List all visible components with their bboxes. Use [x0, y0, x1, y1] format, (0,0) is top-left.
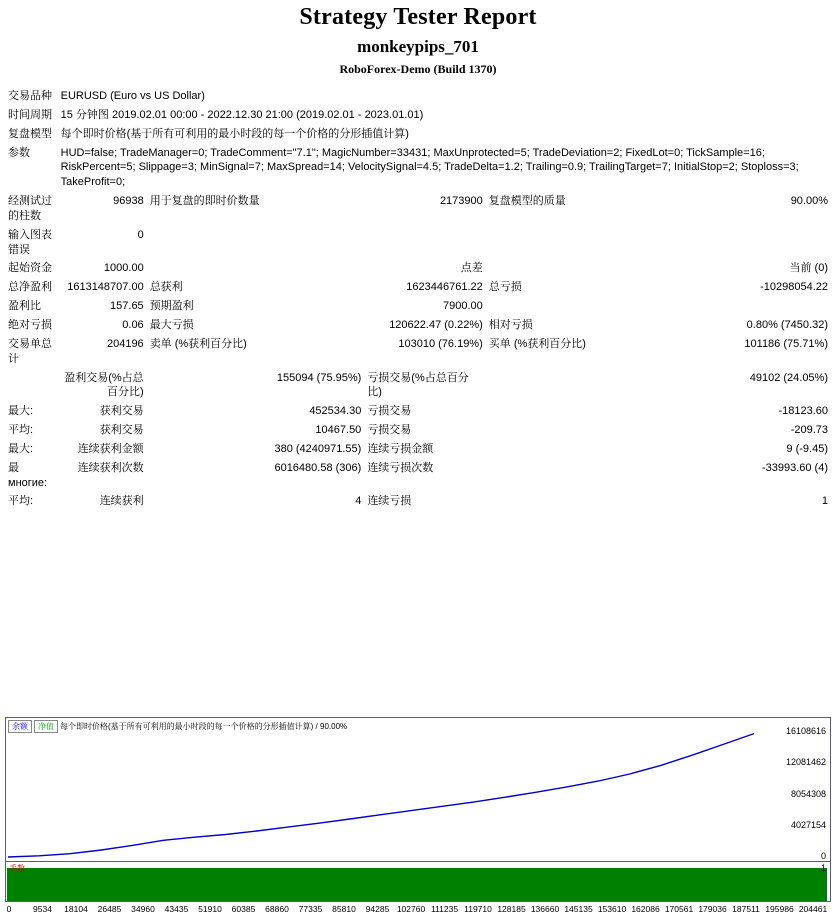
netprofit-label: 总净盈利	[8, 281, 52, 294]
avgcons-win-label: 连续获利	[99, 495, 144, 508]
balance-curve	[6, 718, 830, 861]
legend-balance: 余额	[8, 720, 32, 733]
x-tick-label: 179036	[698, 904, 727, 914]
errors-extra2-value	[633, 226, 831, 260]
chart-y-axis-labels	[758, 718, 828, 861]
maxcons-win-label: 连续获利金额	[77, 442, 144, 455]
errors-extra-value	[364, 226, 485, 260]
total-trades-value: 204196	[106, 337, 144, 350]
loss-trades-value: 49102 (24.05%)	[749, 371, 828, 384]
expert-name: monkeypips_701	[357, 37, 479, 56]
report-table	[5, 87, 831, 511]
symbol-label: 交易品种	[8, 90, 52, 102]
x-tick-label: 34960	[131, 904, 155, 914]
table-row-max-consecutive-count	[5, 459, 831, 493]
x-tick-label: 85810	[332, 904, 356, 914]
average-loss-label: 亏损交易	[367, 424, 412, 437]
profit-trades-label: 盈利交易(%占总百分比)	[64, 371, 144, 399]
maxcons-win-value: 380 (4240971.55)	[274, 442, 362, 455]
x-tick-label: 204461	[798, 904, 828, 914]
y-tick-label: 8054308	[790, 788, 826, 799]
x-tick-label: 145135	[564, 904, 593, 914]
expected-label: 预期盈利	[149, 300, 194, 313]
reldrawdown-label: 相对亏损	[488, 318, 533, 331]
deposit-value: 1000.00	[103, 262, 144, 275]
largest-profit-label: 获利交易	[99, 405, 144, 418]
deposit-label: 起始资金	[8, 262, 52, 275]
maxdrawdown-value: 120622.47 (0.22%)	[389, 318, 483, 331]
expected-value: 7900.00	[443, 300, 483, 313]
x-tick-label: 136660	[530, 904, 560, 914]
profitfactor-value: 157.65	[110, 300, 144, 313]
table-row-average	[5, 421, 831, 440]
broker-build: RoboForex-Demo (Build 1370)	[339, 62, 497, 76]
table-row-drawdown	[5, 316, 831, 335]
x-tick-label: 0	[6, 904, 12, 914]
x-tick-label: 51910	[198, 904, 222, 914]
x-tick-label: 68860	[265, 904, 289, 914]
x-tick-label: 195986	[765, 904, 794, 914]
avgcons-win-value: 4	[355, 495, 362, 508]
x-tick-label: 77335	[298, 904, 323, 914]
sell-trades-value: 103010 (76.19%)	[398, 337, 483, 350]
errors-label: 输入图表错误	[8, 228, 52, 256]
maxcount-loss-value: -33993.60 (4)	[761, 461, 828, 474]
table-row-profitfactor	[5, 297, 831, 316]
maxcons-loss-label: 连续亏损金额	[367, 442, 434, 455]
profitfactor-label: 盈利比	[8, 300, 41, 313]
largest-profit-value: 452534.30	[309, 405, 362, 418]
avgcons-loss-label: 连续亏损	[367, 495, 412, 508]
largest-loss-label: 亏损交易	[367, 405, 412, 418]
errors-extra-label	[147, 226, 365, 260]
lots-chart	[5, 862, 831, 902]
x-tick-label: 153610	[597, 904, 627, 914]
symbol-value: EURUSD (Euro vs US Dollar)	[60, 90, 205, 102]
grossloss-value: -10298054.22	[760, 281, 828, 294]
ticks-value: 2173900	[439, 195, 483, 208]
spread-extra-label	[486, 259, 633, 278]
table-row-profit-trades	[5, 369, 831, 403]
maxdrawdown-label: 最大亏损	[149, 318, 194, 331]
maxcount-loss-label: 连续亏损次数	[367, 461, 434, 474]
spread-label: 点差	[460, 262, 483, 275]
table-row-largest	[5, 402, 831, 421]
bars-value: 96938	[113, 195, 144, 208]
quality-label: 复盘模型的质量	[488, 195, 566, 208]
x-tick-label: 187511	[732, 904, 760, 914]
x-tick-label: 9534	[33, 904, 52, 914]
sell-trades-label: 卖单 (%获利百分比)	[149, 337, 247, 350]
x-tick-label: 26485	[97, 904, 122, 914]
table-row-netprofit	[5, 278, 831, 297]
spread-value: 当前 (0)	[789, 262, 828, 275]
ticks-label: 用于复盘的即时价数量	[149, 195, 260, 208]
x-tick-label: 162086	[631, 904, 660, 914]
table-row-max-consecutive-amount	[5, 440, 831, 459]
table-row-symbol	[5, 87, 831, 106]
grossprofit-value: 1623446761.22	[406, 281, 483, 294]
legend-model-desc: 每个即时价格(基于所有可利用的最小时段的每一个价格的分形插值计算) / 90.00%	[60, 722, 348, 731]
x-tick-label: 111235	[430, 904, 459, 914]
y-tick-label: 0	[820, 851, 826, 861]
y-tick-label: 12081462	[785, 757, 826, 768]
maxcount-win-value: 6016480.58 (306)	[274, 461, 362, 474]
model-value: 每个即时价格(基于所有可利用的最小时段的每一个价格的分形插值计算)	[60, 127, 409, 140]
average-prefix: 平均:	[8, 424, 34, 437]
profitfactor-extra-label	[486, 297, 633, 316]
y-tick-label: 16108616	[785, 726, 826, 736]
x-tick-label: 170561	[664, 904, 694, 914]
buy-trades-value: 101186 (75.71%)	[744, 337, 828, 350]
maxcount-prefix: 最многие:	[8, 461, 48, 489]
total-trades-label: 交易单总计	[8, 337, 52, 365]
model-label: 复盘模型	[8, 127, 52, 140]
profit-trades-prefix	[5, 369, 58, 403]
bars-label: 经测试过的柱数	[8, 195, 52, 222]
y-tick-label: 4027154	[790, 819, 826, 830]
avgcons-prefix: 平均:	[8, 495, 34, 508]
table-row-total-trades	[5, 335, 831, 369]
loss-trades-label: 亏损交易(%占总百分比)	[367, 371, 469, 399]
deposit-extra-label	[147, 259, 365, 278]
netprofit-value: 1613148707.00	[67, 281, 144, 294]
table-row-avg-consecutive	[5, 492, 831, 511]
x-tick-label: 94285	[365, 904, 390, 914]
maxcons-loss-value: 9 (-9.45)	[786, 442, 828, 455]
average-profit-label: 获利交易	[99, 424, 144, 437]
errors-extra2-label	[486, 226, 633, 260]
buy-trades-label: 买单 (%获利百分比)	[488, 337, 586, 350]
absdrawdown-label: 绝对亏损	[8, 318, 52, 331]
legend-equity: 净值	[34, 720, 58, 733]
lots-label: 手数	[9, 864, 25, 873]
largest-prefix: 最大:	[8, 405, 34, 418]
x-tick-label: 60385	[231, 904, 256, 914]
params-label: 参数	[8, 146, 30, 159]
period-value: 15 分钟图 2019.02.01 00:00 - 2022.12.30 21:00 (2019.02.01 - 2023.01.01)	[60, 108, 424, 121]
table-row-period	[5, 106, 831, 125]
lots-bars	[7, 868, 827, 901]
maxcount-win-label: 连续获利次数	[77, 461, 144, 474]
average-profit-value: 10467.50	[315, 424, 362, 437]
table-row-errors	[5, 226, 831, 260]
balance-chart	[5, 717, 831, 862]
table-row-model	[5, 125, 831, 144]
absdrawdown-value: 0.06	[122, 318, 144, 331]
table-row-bars	[5, 192, 831, 226]
profitfactor-extra-value	[633, 297, 831, 316]
errors-value: 0	[137, 228, 144, 241]
quality-value: 90.00%	[790, 195, 828, 208]
table-row-params	[5, 144, 831, 193]
x-tick-label: 128185	[497, 904, 526, 914]
x-tick-label: 102760	[396, 904, 426, 914]
profit-trades-value: 155094 (75.95%)	[276, 371, 362, 384]
params-value: HUD=false; TradeManager=0; TradeComment="7.1"; MagicNumber=33431; MaxUnprotected=5; TradeDeviation=2; FixedLot=0; TickSample=16; RiskPercent=5; Slippage=3; MinSignal=7; MaxSpread=14; VelocitySignal=4.5; TradeDelta=1.2; Trailing=0.9; TrailingTarget=7; InitialStop=2; Stoploss=3; TakeProfit=0;	[60, 146, 799, 189]
grossloss-label: 总亏损	[488, 281, 522, 294]
period-label: 时间周期	[8, 108, 52, 121]
lots-max-value: 1	[820, 863, 826, 873]
largest-loss-value: -18123.60	[778, 405, 828, 418]
equity-chart-container	[5, 717, 831, 915]
average-loss-value: -209.73	[790, 424, 828, 437]
x-tick-label: 119710	[464, 904, 492, 914]
x-tick-label: 18104	[64, 904, 88, 914]
reldrawdown-value: 0.80% (7450.32)	[746, 318, 828, 331]
maxcons-prefix: 最大:	[8, 442, 34, 455]
x-tick-label: 43435	[164, 904, 189, 914]
avgcons-loss-value: 1	[821, 495, 828, 508]
grossprofit-label: 总获利	[149, 281, 183, 294]
chart-legend	[8, 720, 347, 733]
table-row-deposit	[5, 259, 831, 278]
page-title: Strategy Tester Report	[299, 4, 537, 30]
